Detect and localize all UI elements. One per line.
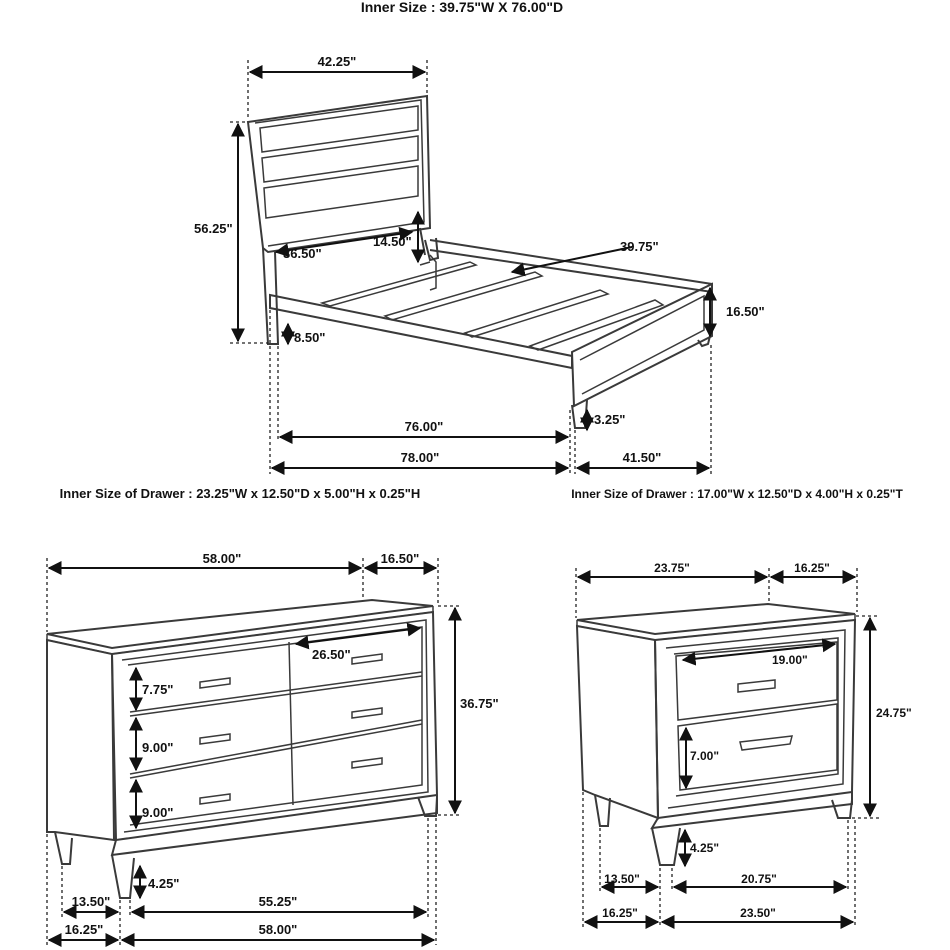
dresser-width-bottom-label: 58.00": [258, 922, 298, 937]
bed-inner-length-label: 76.00": [404, 419, 444, 434]
bed-footboard-height-label: 16.50": [726, 304, 765, 319]
dresser-base-width-label: 55.25": [258, 894, 298, 909]
bed-headboard-panel-mid: [262, 136, 418, 182]
nightstand-width-top-label: 23.75": [654, 561, 690, 575]
dresser-drawing: [47, 600, 437, 898]
bed-inner-size: Inner Size : 39.75"W X 76.00"D: [360, 0, 564, 15]
bed-headboard-inner-width-label: 36.50": [283, 246, 322, 261]
bed-leg-height-foot-label: 3.25": [594, 412, 626, 427]
dresser-base-depth-label: 13.50": [71, 894, 111, 909]
bed-total-length-label: 78.00": [400, 450, 440, 465]
dresser-width-top-label: 58.00": [202, 551, 242, 566]
dresser-side: [47, 640, 114, 840]
nightstand-drawer-height-label: 7.00": [690, 749, 720, 763]
nightstand-drawer-top: [676, 642, 837, 720]
nightstand-side: [577, 626, 658, 818]
bed-headboard-panel-bot: [264, 166, 418, 218]
dresser-handle: [200, 678, 230, 688]
nightstand-leg-height-label: 4.25": [690, 841, 720, 855]
bed-slats: [322, 262, 476, 306]
dresser-height-label: 36.75": [460, 696, 499, 711]
bed-drawing: [248, 96, 712, 428]
nightstand-width-bottom-label: 23.50": [740, 906, 776, 920]
dresser-drawer3-height-label: 9.00": [142, 805, 174, 820]
bed-headboard-height-label: 56.25": [194, 221, 233, 236]
dresser-drawer-width-label: 26.50": [312, 647, 351, 662]
nightstand-height-label: 24.75": [876, 706, 912, 720]
bed-headboard-width-label: 42.25": [317, 54, 357, 69]
nightstand-depth-bottom-label: 16.25": [602, 906, 638, 920]
dresser-leg-height-label: 4.25": [148, 876, 180, 891]
nightstand-drawer-width-label: 19.00": [772, 653, 808, 667]
nightstand-drawer-inner-size: Inner Size of Drawer : 17.00"W x 12.50"D x 4.00"H x 0.25"T: [571, 487, 903, 501]
nightstand-base-depth-label: 13.50": [604, 872, 640, 886]
bed-inner-width-label: 39.75": [620, 239, 659, 254]
nightstand-depth-top-label: 16.25": [794, 561, 830, 575]
bed-headboard-panel-height-label: 14.50": [373, 234, 412, 249]
nightstand-base-width-label: 20.75": [741, 872, 777, 886]
nightstand-top: [577, 604, 855, 634]
bed-leg-height-head-label: 8.50": [294, 330, 326, 345]
bed-headboard-panel-top: [260, 106, 418, 152]
dresser-drawer1-height-label: 7.75": [142, 682, 174, 697]
dresser-drawer2-height-label: 9.00": [142, 740, 174, 755]
bed-total-width-label: 41.50": [622, 450, 662, 465]
nightstand-drawing: [577, 604, 855, 865]
dresser-drawer-inner-size: Inner Size of Drawer : 23.25"W x 12.50"D x 5.00"H x 0.25"H: [59, 486, 421, 501]
dresser-top: [47, 600, 433, 648]
nightstand-handle: [738, 680, 775, 692]
dresser-depth-bottom-label: 16.25": [64, 922, 104, 937]
dresser-depth-top-label: 16.50": [380, 551, 420, 566]
bed-headboard: [248, 96, 430, 252]
